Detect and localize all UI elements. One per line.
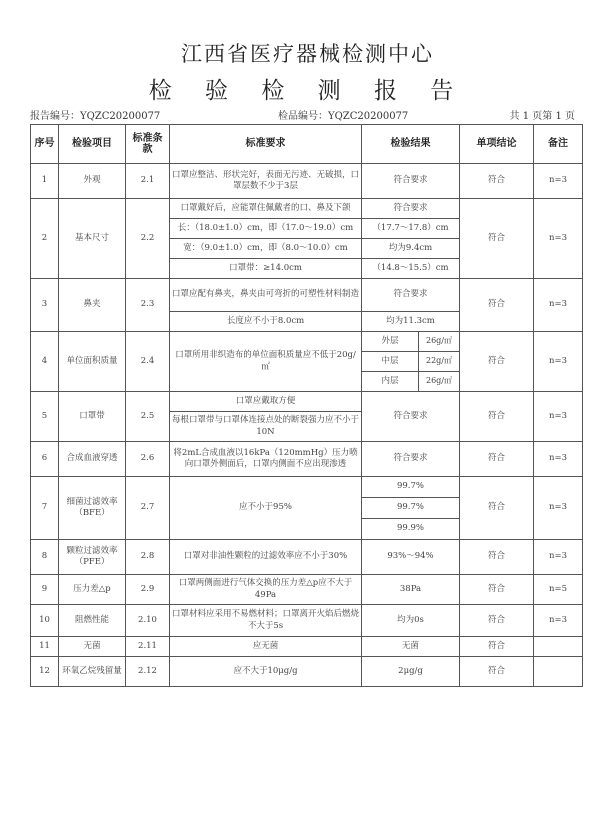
- row-requirement: 应不小于95%: [170, 477, 362, 540]
- row-item: 单位面积质量: [59, 332, 126, 392]
- row-requirement: 长度应不小于8.0cm: [170, 312, 362, 332]
- row-clause: 2.4: [126, 332, 170, 392]
- table-row: [31, 477, 583, 498]
- row-result: 符合要求: [362, 164, 460, 199]
- row-clause: 2.12: [126, 657, 170, 687]
- row-note: n=3: [534, 477, 583, 540]
- row-item: 环氧乙烷残留量: [59, 657, 126, 687]
- row-no: 8: [31, 540, 59, 575]
- row-clause: 2.6: [126, 442, 170, 477]
- col-header-result: 检验结果: [362, 125, 460, 164]
- row-requirement: 口罩戴好后，应能罩住佩戴者的口、鼻及下颌: [170, 199, 362, 219]
- row-clause: 2.3: [126, 279, 170, 332]
- row-conclusion: 符合: [460, 657, 534, 687]
- row-result: 符合要求: [362, 392, 460, 442]
- layer-name: 内层: [362, 372, 419, 392]
- row-requirement: 每根口罩带与口罩体连接点处的断裂强力应不小于10N: [170, 412, 362, 442]
- row-conclusion: 符合: [460, 540, 534, 575]
- row-item: 基本尺寸: [59, 199, 126, 279]
- row-note: [534, 637, 583, 657]
- col-header-clause: 标准条款: [126, 125, 170, 164]
- table-row: [31, 442, 583, 477]
- row-requirement: 应无菌: [170, 637, 362, 657]
- row-result: 符合要求: [362, 199, 460, 219]
- table-row: [31, 575, 583, 605]
- row-no: 10: [31, 605, 59, 637]
- col-header-conclusion: 单项结论: [460, 125, 534, 164]
- row-clause: 2.11: [126, 637, 170, 657]
- row-item: 外观: [59, 164, 126, 199]
- row-conclusion: 符合: [460, 392, 534, 442]
- row-requirement: 应不大于10μg/g: [170, 657, 362, 687]
- row-conclusion: 符合: [460, 279, 534, 332]
- row-clause: 2.1: [126, 164, 170, 199]
- table-row: [31, 332, 583, 352]
- row-conclusion: 符合: [460, 164, 534, 199]
- row-result: 无菌: [362, 637, 460, 657]
- row-result: 均为9.4cm: [362, 239, 460, 259]
- page-info: 共 1 页第 1 页: [509, 111, 575, 122]
- row-requirement: 口罩应配有鼻夹，鼻夹由可弯折的可塑性材料制造: [170, 279, 362, 312]
- row-note: n=3: [534, 392, 583, 442]
- row-item: 压力差△p: [59, 575, 126, 605]
- row-note: n=3: [534, 164, 583, 199]
- row-note: [534, 657, 583, 687]
- row-requirement: 宽：（9.0±1.0）cm，即（8.0～10.0）cm: [170, 239, 362, 259]
- row-requirement: 口罩两侧面进行气体交换的压力差△p应不大于49Pa: [170, 575, 362, 605]
- row-no: 12: [31, 657, 59, 687]
- row-requirement: 口罩应戴取方便: [170, 392, 362, 412]
- row-conclusion: 符合: [460, 637, 534, 657]
- row-result: （14.8～15.5）cm: [362, 259, 460, 279]
- row-clause: 2.9: [126, 575, 170, 605]
- col-header-note: 备注: [534, 125, 583, 164]
- row-requirement: 口罩带：≥14.0cm: [170, 259, 362, 279]
- row-note: n=3: [534, 332, 583, 392]
- row-no: 1: [31, 164, 59, 199]
- row-clause: 2.10: [126, 605, 170, 637]
- row-requirement: 将2mL合成血液以16kPa（120mmHg）压力喷向口罩外侧面后，口罩内侧面不应出现渗透: [170, 442, 362, 477]
- col-header-item: 检验项目: [59, 125, 126, 164]
- row-item: 合成血液穿透: [59, 442, 126, 477]
- row-no: 9: [31, 575, 59, 605]
- row-clause: 2.8: [126, 540, 170, 575]
- table-row: [31, 605, 583, 637]
- row-clause: 2.7: [126, 477, 170, 540]
- row-result: 2μg/g: [362, 657, 460, 687]
- row-no: 11: [31, 637, 59, 657]
- organization-name: 江西省医疗器械检测中心: [181, 42, 434, 66]
- table-row: [31, 279, 583, 312]
- row-result: 符合要求: [362, 442, 460, 477]
- row-requirement: 长：（18.0±1.0）cm，即（17.0～19.0）cm: [170, 219, 362, 239]
- row-clause: 2.5: [126, 392, 170, 442]
- row-item: 细菌过滤效率（BFE）: [59, 477, 126, 540]
- table-row: [31, 392, 583, 412]
- row-requirement: 口罩应整洁、形状完好，表面无污迹、无破损，口罩层数不少于3层: [170, 164, 362, 199]
- row-conclusion: 符合: [460, 332, 534, 392]
- layer-name: 中层: [362, 352, 419, 372]
- row-note: n=3: [534, 199, 583, 279]
- row-requirement: 口罩所用非织造布的单位面积质量应不低于20g/㎡: [170, 332, 362, 392]
- row-no: 6: [31, 442, 59, 477]
- row-item: 无菌: [59, 637, 126, 657]
- row-item: 鼻夹: [59, 279, 126, 332]
- sample-number: 检品编号：YQZC20200077: [278, 111, 409, 122]
- table-row: [31, 637, 583, 657]
- layer-value: 26g/㎡: [419, 372, 460, 392]
- table-row: [31, 657, 583, 687]
- inspection-table: [30, 124, 583, 687]
- row-requirement: 口罩材料应采用不易燃材料；口罩离开火焰后燃烧不大于5s: [170, 605, 362, 637]
- row-result: 符合要求: [362, 279, 460, 312]
- row-item: 口罩带: [59, 392, 126, 442]
- row-no: 5: [31, 392, 59, 442]
- row-no: 3: [31, 279, 59, 332]
- layer-value: 22g/㎡: [419, 352, 460, 372]
- row-result: 均为11.3cm: [362, 312, 460, 332]
- layer-name: 外层: [362, 332, 419, 352]
- row-conclusion: 符合: [460, 199, 534, 279]
- table-row: [31, 540, 583, 575]
- row-result: 99.9%: [362, 519, 460, 540]
- row-clause: 2.2: [126, 199, 170, 279]
- row-no: 4: [31, 332, 59, 392]
- row-note: n=5: [534, 575, 583, 605]
- row-result: 99.7%: [362, 477, 460, 498]
- table-row: [31, 199, 583, 219]
- row-note: n=3: [534, 540, 583, 575]
- table-row: [31, 164, 583, 199]
- col-header-requirement: 标准要求: [170, 125, 362, 164]
- table-header-row: [31, 125, 583, 164]
- row-note: n=3: [534, 605, 583, 637]
- layer-value: 26g/㎡: [419, 332, 460, 352]
- row-item: 阻燃性能: [59, 605, 126, 637]
- row-result: 均为0s: [362, 605, 460, 637]
- row-result: 99.7%: [362, 498, 460, 519]
- row-conclusion: 符合: [460, 605, 534, 637]
- row-result: 93%～94%: [362, 540, 460, 575]
- row-result: 38Pa: [362, 575, 460, 605]
- report-number: 报告编号：YQZC20200077: [30, 111, 161, 122]
- row-conclusion: 符合: [460, 575, 534, 605]
- row-note: n=3: [534, 279, 583, 332]
- row-result: （17.7～17.8）cm: [362, 219, 460, 239]
- row-item: 颗粒过滤效率（PFE）: [59, 540, 126, 575]
- row-requirement: 口罩对非油性颗粒的过滤效率应不小于30%: [170, 540, 362, 575]
- row-note: n=3: [534, 442, 583, 477]
- row-conclusion: 符合: [460, 442, 534, 477]
- report-title: 检 验 检 测 报 告: [148, 78, 467, 104]
- row-no: 2: [31, 199, 59, 279]
- row-conclusion: 符合: [460, 477, 534, 540]
- col-header-no: 序号: [31, 125, 59, 164]
- row-no: 7: [31, 477, 59, 540]
